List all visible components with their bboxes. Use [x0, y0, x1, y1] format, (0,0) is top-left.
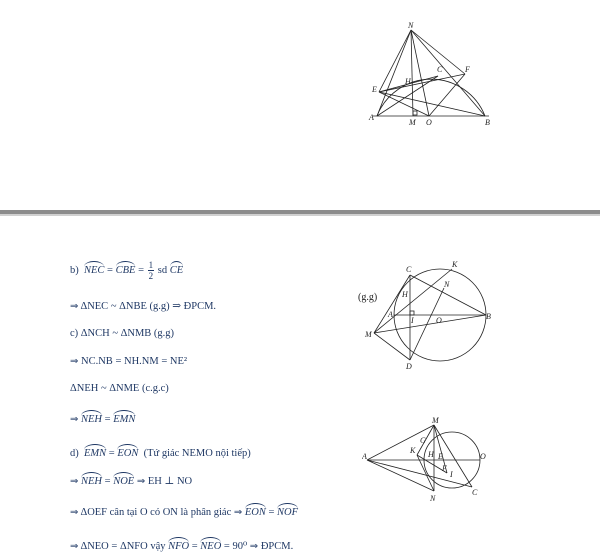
line-4-text: NC.NB = NH.NM = NE² [81, 356, 188, 367]
line-5 [70, 382, 169, 396]
line-7-prefix: d) [70, 448, 79, 459]
line-8 [70, 472, 192, 489]
eq: = [104, 414, 111, 425]
angle-eon: EON [245, 503, 266, 520]
angle-nof: NOF [277, 503, 298, 520]
label-m: M [409, 118, 416, 127]
label-g: G [420, 436, 426, 445]
figure-tangents-from-a [362, 415, 492, 505]
eq: = [191, 541, 198, 552]
line-9-text: ΔOEF cân tại O có ON là phân giác [80, 507, 232, 518]
label-m: M [365, 330, 372, 339]
implies-icon: ⇒ [70, 476, 79, 487]
line-3 [70, 327, 174, 341]
label-f: F [465, 65, 470, 74]
line-9 [70, 503, 298, 520]
eq: = [107, 264, 113, 276]
label-a: A [388, 310, 393, 319]
label-c: C [472, 488, 478, 497]
label-i: I [411, 316, 414, 325]
secant-ac [367, 460, 472, 487]
implies-icon: ⇒ [233, 507, 243, 518]
angle-eon: EON [117, 444, 138, 461]
line-nb [411, 30, 485, 116]
line-b-prefix: b) [70, 264, 79, 276]
line-md [374, 333, 410, 360]
line-8-tail: EH ⊥ NO [147, 476, 193, 487]
sd-label: sd [157, 264, 168, 276]
angle-nec: NEC [84, 261, 104, 278]
eq-90: = 90⁰ [223, 541, 248, 552]
angle-emn: EMN [113, 410, 135, 427]
label-k: K [452, 260, 458, 269]
angle-nfo: NFO [168, 537, 189, 554]
fraction-half [148, 260, 155, 281]
page-separator-shadow [0, 214, 600, 216]
angle-emn: EMN [84, 444, 106, 461]
frac-den: 2 [148, 271, 154, 281]
label-i: I [450, 470, 453, 479]
frac-num: 1 [148, 260, 154, 270]
label-o: O [426, 118, 432, 127]
figure-semicircle-tangents [365, 20, 495, 130]
label-e: E [372, 85, 377, 94]
eq: = [138, 264, 144, 276]
line-nm [411, 30, 413, 116]
implies-icon: ⇒ [249, 541, 259, 552]
eq: = [108, 448, 115, 459]
label-e: E [438, 452, 443, 461]
line-4 [70, 355, 187, 369]
label-o: O [480, 452, 486, 461]
angle-neh: NEH [81, 410, 102, 427]
label-a: A [362, 452, 367, 461]
eq: = [268, 507, 275, 518]
line-2-text: ΔNEC ~ ΔNBE (g.g) ⇒ ĐPCM. [80, 301, 217, 312]
line-6 [70, 410, 135, 427]
label-a: A [369, 113, 374, 122]
label-c: C [406, 265, 412, 274]
implies-icon: ⇒ [70, 507, 79, 518]
label-k: K [410, 446, 416, 455]
line-3-text: c) ΔNCH ~ ΔNMB (g.g) [70, 328, 175, 339]
label-h: H [428, 450, 434, 459]
implies-icon: ⇒ [70, 414, 79, 425]
angle-neo: NEO [200, 537, 221, 554]
gg-label: (g.g) [358, 292, 378, 303]
eq: = [104, 476, 111, 487]
angle-noe: NOE [113, 472, 134, 489]
label-c: C [437, 65, 443, 74]
tangent-an [367, 460, 434, 491]
label-d: D [406, 362, 412, 371]
line-2 [70, 300, 216, 314]
line-b [70, 260, 183, 281]
label-f: F [442, 464, 447, 473]
line-10-tail: ĐPCM. [260, 541, 294, 552]
line-7 [70, 444, 251, 461]
line-10-text: ΔNEO = ΔNFO vậy [80, 541, 166, 552]
right-angle-mark [410, 311, 414, 315]
label-o: O [436, 316, 442, 325]
figure-2-svg [360, 255, 495, 375]
label-n: N [444, 280, 450, 289]
figure-1-svg [365, 20, 495, 130]
label-h: H [405, 77, 411, 86]
line-10 [70, 537, 293, 554]
line-5-text: ΔNEH ~ ΔNME (c.g.c) [70, 383, 169, 394]
implies-icon: ⇒ [70, 356, 79, 367]
right-angle-mark [413, 111, 417, 115]
figure-3-svg [362, 415, 492, 505]
line-eo [379, 92, 429, 116]
label-n: N [430, 494, 436, 503]
line-na [377, 30, 411, 116]
label-n: N [408, 21, 414, 30]
angle-cbe: CBE [116, 261, 136, 278]
arc-ce: CE [170, 261, 183, 278]
label-m: M [432, 416, 439, 425]
label-b: B [486, 312, 491, 321]
figure-circle-diameter [360, 255, 495, 375]
implies-icon: ⇒ [70, 301, 79, 312]
implies-icon: ⇒ [70, 541, 79, 552]
line-mc [374, 275, 410, 333]
angle-neh: NEH [81, 472, 102, 489]
label-b: B [485, 118, 490, 127]
implies-icon: ⇒ [136, 476, 146, 487]
label-h: H [402, 290, 408, 299]
line-7-note: (Tứ giác NEMO nội tiếp) [143, 448, 251, 459]
